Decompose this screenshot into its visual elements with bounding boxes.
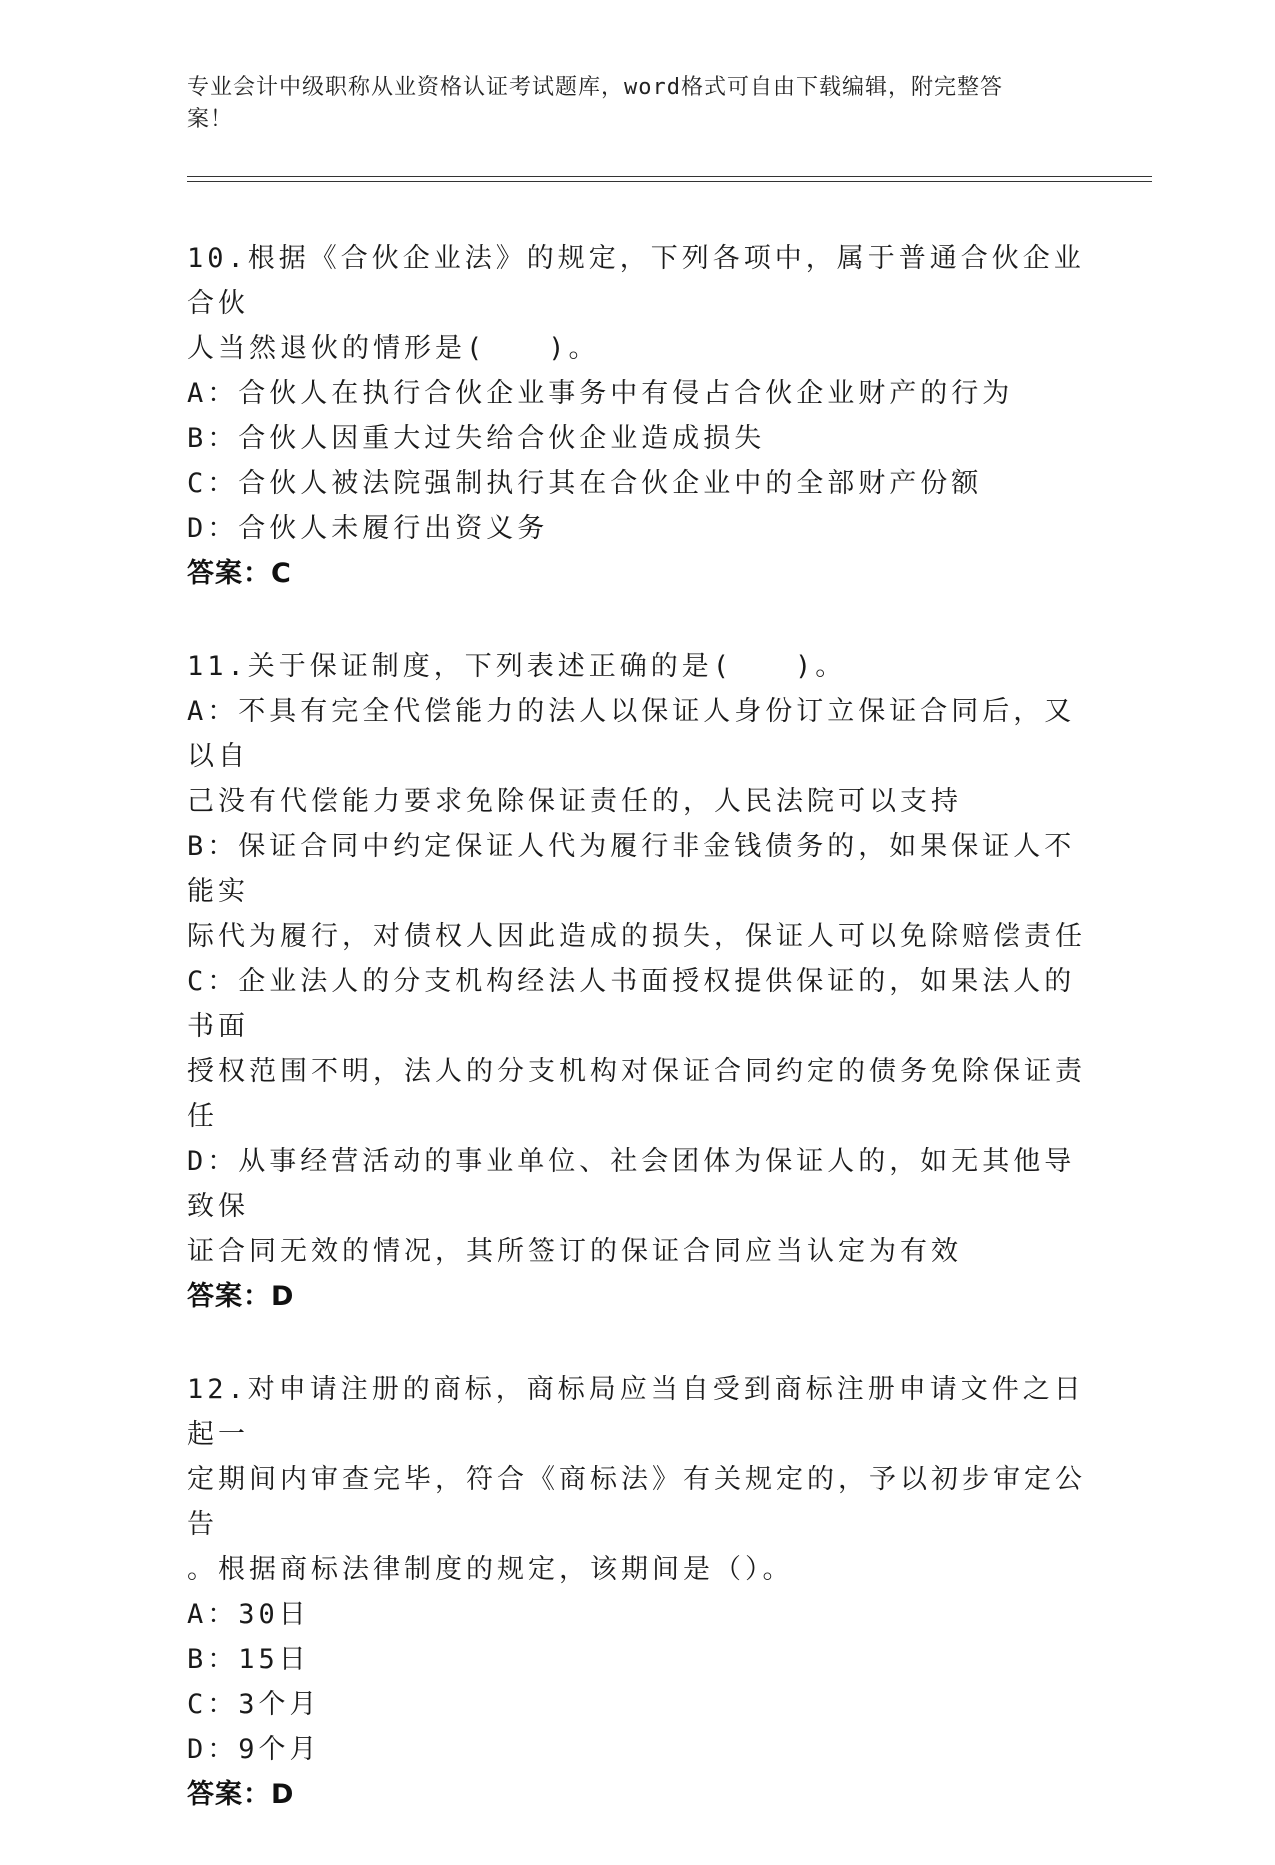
question-list — [187, 236, 1087, 1865]
header-line-1: 专业会计中级职称从业资格认证考试题库，word格式可自由下载编辑，附完整答 — [187, 75, 1003, 100]
document-header — [187, 72, 1067, 136]
option-b-cont: 际代为履行，对债权人因此造成的损失，保证人可以免除赔偿责任 — [187, 921, 1086, 952]
question-stem-line: 定期间内审查完毕，符合《商标法》有关规定的，予以初步审定公告 — [187, 1464, 1086, 1540]
option-a: A：合伙人在执行合伙企业事务中有侵占合伙企业财产的行为 — [187, 378, 1014, 409]
question-10 — [187, 236, 1087, 596]
option-a-cont: 己没有代偿能力要求免除保证责任的，人民法院可以支持 — [187, 786, 962, 817]
answer-label: 答案：C — [187, 558, 292, 589]
question-stem-line: 12.对申请注册的商标，商标局应当自受到商标注册申请文件之日起一 — [187, 1374, 1085, 1450]
option-a: A：30日 — [187, 1599, 310, 1630]
header-line-2: 案！ — [187, 107, 234, 132]
option-c-cont: 授权范围不明，法人的分支机构对保证合同约定的债务免除保证责任 — [187, 1056, 1086, 1132]
answer-label: 答案：D — [187, 1779, 295, 1810]
option-a: A：不具有完全代偿能力的法人以保证人身份订立保证合同后，又以自 — [187, 696, 1076, 772]
option-b: B：保证合同中约定保证人代为履行非金钱债务的，如果保证人不能实 — [187, 831, 1076, 907]
question-stem-line: 11.关于保证制度，下列表述正确的是( )。 — [187, 651, 847, 682]
option-d: D：合伙人未履行出资义务 — [187, 513, 549, 544]
question-12 — [187, 1367, 1087, 1817]
option-b: B：合伙人因重大过失给合伙企业造成损失 — [187, 423, 766, 454]
question-stem-line: 。根据商标法律制度的规定，该期间是（）。 — [187, 1554, 794, 1585]
answer-label: 答案：D — [187, 1281, 295, 1312]
option-d: D：9个月 — [187, 1734, 321, 1765]
option-b: B：15日 — [187, 1644, 310, 1675]
option-d: D：从事经营活动的事业单位、社会团体为保证人的，如无其他导致保 — [187, 1146, 1076, 1222]
option-c: C：企业法人的分支机构经法人书面授权提供保证的，如果法人的书面 — [187, 966, 1076, 1042]
option-d-cont: 证合同无效的情况，其所签订的保证合同应当认定为有效 — [187, 1236, 962, 1267]
option-c: C：合伙人被法院强制执行其在合伙企业中的全部财产份额 — [187, 468, 983, 499]
header-double-rule — [187, 176, 1152, 182]
question-stem-line: 人当然退伙的情形是( )。 — [187, 333, 600, 364]
question-11 — [187, 644, 1087, 1319]
question-stem-line: 10.根据《合伙企业法》的规定，下列各项中，属于普通合伙企业合伙 — [187, 243, 1085, 319]
option-c: C：3个月 — [187, 1689, 321, 1720]
